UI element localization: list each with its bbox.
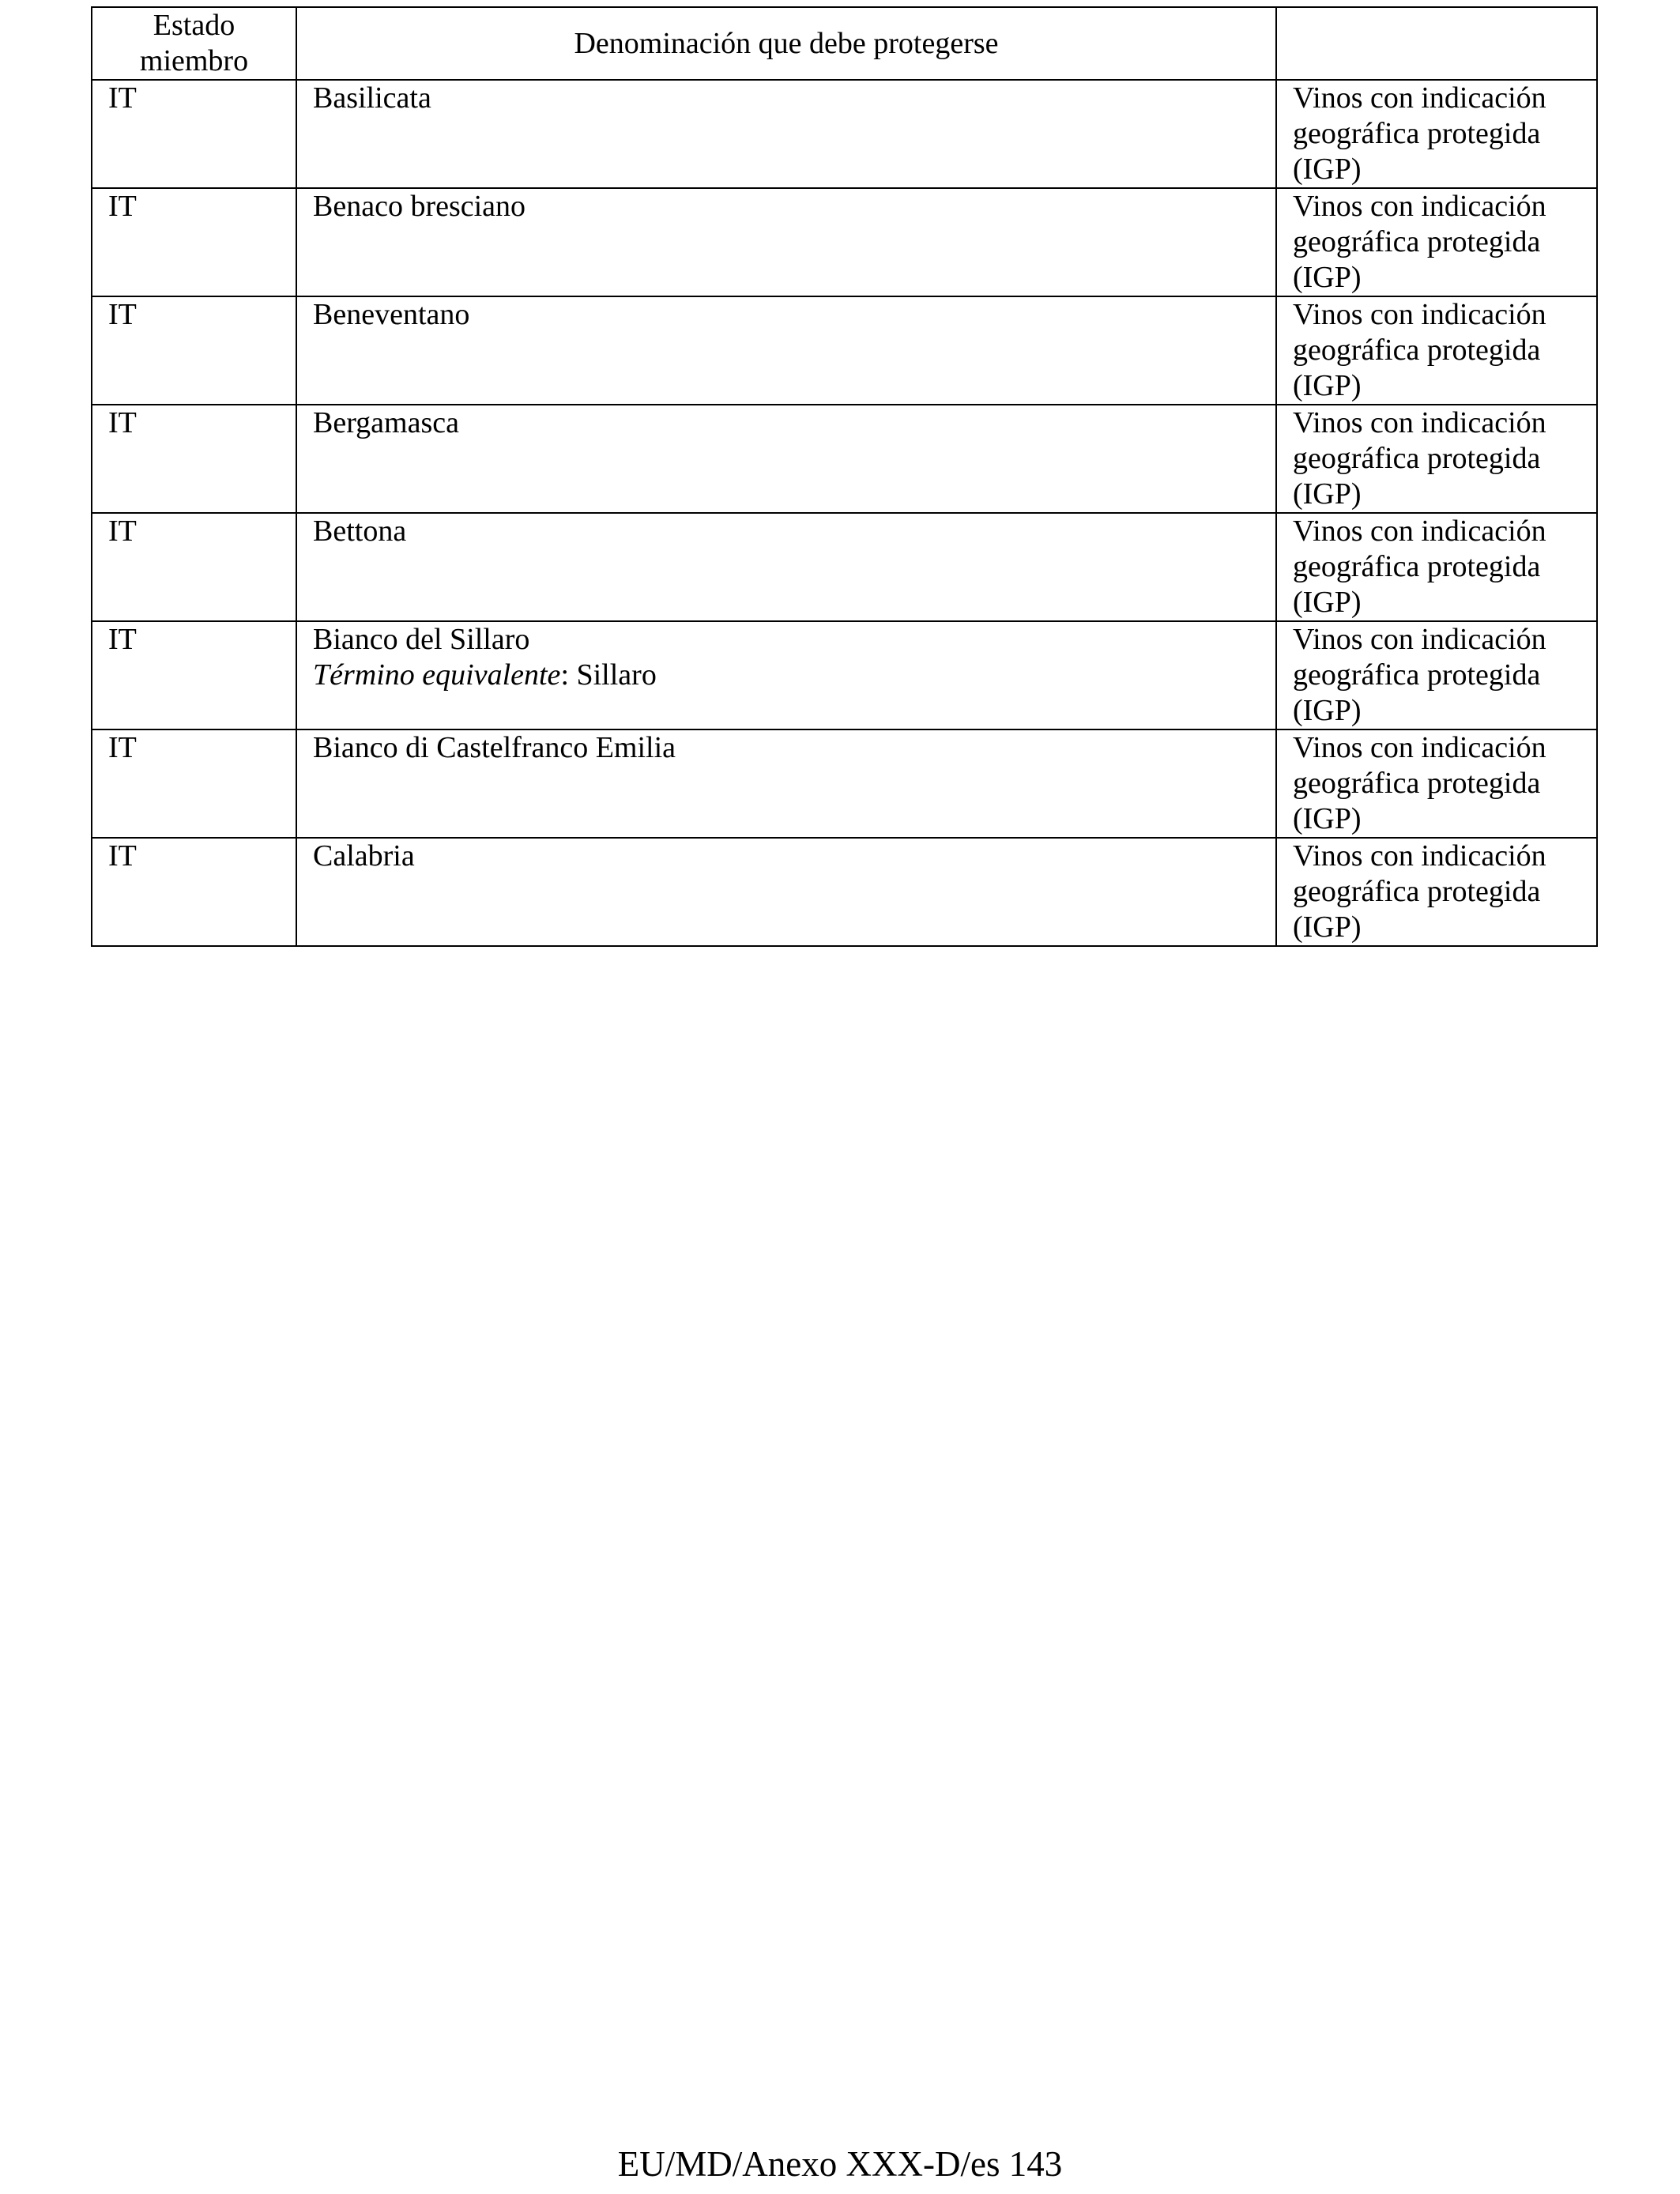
- equivalent-term-label: Término equivalente: [313, 658, 561, 692]
- cell-category-line: Vinos con indicación: [1293, 298, 1546, 331]
- cell-category-line: geográfica protegida: [1293, 442, 1541, 475]
- cell-name: [296, 513, 1276, 621]
- cell-name: [296, 296, 1276, 405]
- cell-category-line: geográfica protegida: [1293, 225, 1541, 258]
- cell-member-state: IT: [92, 80, 296, 188]
- cell-category: [1276, 729, 1597, 838]
- cell-category-line: Vinos con indicación: [1293, 81, 1546, 115]
- cell-category-line: geográfica protegida: [1293, 658, 1541, 692]
- equivalent-term-value: : Sillaro: [560, 658, 657, 692]
- table-row: [92, 405, 1597, 513]
- cell-category-line: (IGP): [1293, 261, 1362, 294]
- header-member-state-line2: miembro: [139, 44, 249, 77]
- cell-category-line: (IGP): [1293, 586, 1362, 619]
- table-body: [92, 80, 1597, 946]
- cell-member-state: IT: [92, 838, 296, 946]
- cell-category: [1276, 621, 1597, 729]
- cell-category: [1276, 405, 1597, 513]
- cell-name-text: Bianco del Sillaro: [313, 623, 530, 656]
- table-row: [92, 513, 1597, 621]
- header-member-state-line1: Estado: [153, 9, 235, 42]
- cell-category-line: geográfica protegida: [1293, 117, 1541, 150]
- table-row: [92, 296, 1597, 405]
- cell-category-line: (IGP): [1293, 694, 1362, 727]
- table-header: [92, 7, 1597, 80]
- cell-name-text: Bettona: [313, 515, 407, 548]
- cell-category-line: (IGP): [1293, 802, 1362, 835]
- cell-category-line: geográfica protegida: [1293, 334, 1541, 367]
- cell-category-line: (IGP): [1293, 910, 1362, 944]
- cell-member-state: IT: [92, 621, 296, 729]
- cell-name-text: Basilicata: [313, 81, 431, 115]
- cell-name-text: Bianco di Castelfranco Emilia: [313, 731, 676, 764]
- cell-category: [1276, 296, 1597, 405]
- header-category: [1276, 7, 1597, 80]
- table-row: [92, 188, 1597, 296]
- cell-member-state: IT: [92, 296, 296, 405]
- cell-category-line: Vinos con indicación: [1293, 190, 1546, 223]
- table-header-row: [92, 7, 1597, 80]
- cell-name-text: Beneventano: [313, 298, 470, 331]
- table-row: [92, 729, 1597, 838]
- cell-category-line: geográfica protegida: [1293, 875, 1541, 908]
- cell-category: [1276, 838, 1597, 946]
- cell-name: [296, 405, 1276, 513]
- header-name-to-protect: Denominación que debe protegerse: [296, 7, 1276, 80]
- cell-category-line: (IGP): [1293, 369, 1362, 402]
- cell-name-text: Calabria: [313, 839, 415, 873]
- cell-category-line: (IGP): [1293, 153, 1362, 186]
- cell-category-line: geográfica protegida: [1293, 767, 1541, 800]
- cell-category-line: Vinos con indicación: [1293, 731, 1546, 764]
- cell-category: [1276, 188, 1597, 296]
- cell-category-line: (IGP): [1293, 477, 1362, 511]
- cell-category: [1276, 80, 1597, 188]
- page-footer-reference: EU/MD/Anexo XXX-D/es 143: [617, 2144, 1063, 2184]
- cell-name: [296, 188, 1276, 296]
- cell-category-line: Vinos con indicación: [1293, 623, 1546, 656]
- cell-member-state: IT: [92, 405, 296, 513]
- cell-name: [296, 729, 1276, 838]
- cell-category: [1276, 513, 1597, 621]
- table-row: [92, 838, 1597, 946]
- cell-name: [296, 838, 1276, 946]
- cell-category-line: Vinos con indicación: [1293, 515, 1546, 548]
- cell-category-line: Vinos con indicación: [1293, 839, 1546, 873]
- cell-name: [296, 80, 1276, 188]
- cell-member-state: IT: [92, 513, 296, 621]
- cell-name-equivalent-term: [313, 658, 1260, 693]
- header-member-state: [92, 7, 296, 80]
- protected-names-table: [91, 6, 1598, 947]
- cell-category-line: geográfica protegida: [1293, 550, 1541, 583]
- cell-category-line: Vinos con indicación: [1293, 406, 1546, 439]
- table-row: [92, 80, 1597, 188]
- cell-member-state: IT: [92, 188, 296, 296]
- cell-member-state: IT: [92, 729, 296, 838]
- cell-name: [296, 621, 1276, 729]
- cell-name-text: Bergamasca: [313, 406, 459, 439]
- cell-name-text: Benaco bresciano: [313, 190, 526, 223]
- table-row: [92, 621, 1597, 729]
